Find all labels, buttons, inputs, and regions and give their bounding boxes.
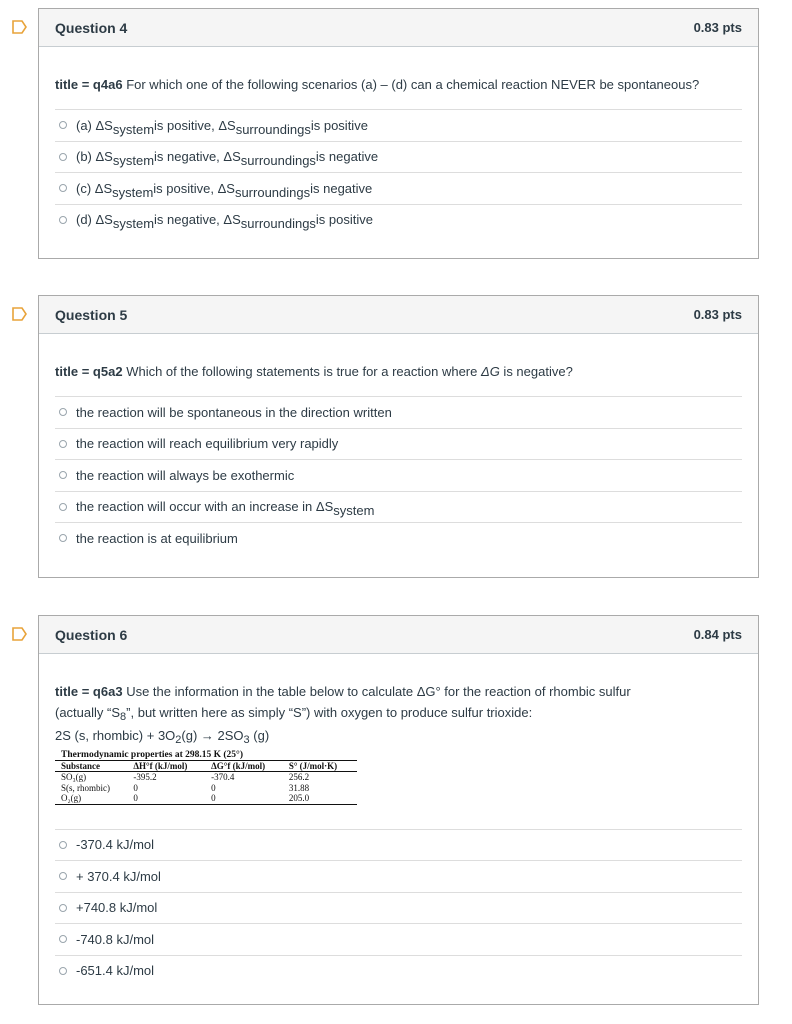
answer-option[interactable]: the reaction is at equilibrium: [55, 522, 742, 554]
answer-option[interactable]: + 370.4 kJ/mol: [55, 860, 742, 892]
question-points: 0.83 pts: [693, 307, 742, 322]
answer-option[interactable]: the reaction will occur with an increase in ΔS system: [55, 491, 742, 523]
radio-button[interactable]: [59, 184, 67, 192]
radio-button[interactable]: [59, 935, 67, 943]
question-header: [39, 296, 758, 334]
radio-button[interactable]: [59, 904, 67, 912]
flag-question-4-icon[interactable]: [12, 20, 28, 34]
question-text: title = q4a6 For which one of the following scenarios (a) – (d) can a chemical reaction NEVER be spontaneous?: [55, 77, 700, 92]
answer-option[interactable]: (a) ΔS system is positive, ΔS surroundings is positive: [55, 109, 742, 141]
radio-button[interactable]: [59, 872, 67, 880]
answer-option[interactable]: (d) ΔS system is negative, ΔS surroundings is positive: [55, 204, 742, 236]
radio-button[interactable]: [59, 841, 67, 849]
answer-option[interactable]: (b) ΔS system is negative, ΔS surroundings is negative: [55, 141, 742, 173]
answer-option[interactable]: +740.8 kJ/mol: [55, 892, 742, 924]
radio-button[interactable]: [59, 967, 67, 975]
table-row: O₂(g) 0 0 205.0: [55, 793, 357, 804]
answer-option[interactable]: -740.8 kJ/mol: [55, 923, 742, 955]
answer-option[interactable]: the reaction will be spontaneous in the direction written: [55, 396, 742, 428]
question-4-card: [38, 8, 759, 259]
question-header: [39, 9, 758, 47]
answer-option[interactable]: -651.4 kJ/mol: [55, 955, 742, 987]
answer-list: [55, 396, 742, 554]
radio-button[interactable]: [59, 121, 67, 129]
question-title: Question 4: [55, 19, 128, 36]
question-header: [39, 616, 758, 654]
question-text: title = q6a3 Use the information in the table below to calculate ΔG° for the reaction of rhombic sulfur (actually “$S_8$”, but written here as simply “S”) with oxygen to produce sulfur trioxide: 2S (s, rhombic) + $3O_2(g) \to 2SO_3$ (g): [55, 684, 631, 746]
question-5-card: [38, 295, 759, 578]
question-title: Question 6: [55, 626, 128, 643]
question-6-card: [38, 615, 759, 1005]
reaction-equation: 2S (s, rhombic) + $3O_2(g) \to 2SO_3$ (g): [55, 728, 270, 746]
radio-button[interactable]: [59, 471, 67, 479]
thermodynamic-table: [55, 750, 357, 805]
flag-question-6-icon[interactable]: [12, 627, 28, 641]
answer-option[interactable]: the reaction will always be exothermic: [55, 459, 742, 491]
question-title: Question 5: [55, 306, 128, 323]
radio-button[interactable]: [59, 440, 67, 448]
table-title: Thermodynamic properties at 298.15 K (25°): [55, 750, 357, 761]
answer-option[interactable]: the reaction will reach equilibrium very rapidly: [55, 428, 742, 460]
answer-option[interactable]: -370.4 kJ/mol: [55, 829, 742, 861]
radio-button[interactable]: [59, 216, 67, 224]
question-points: 0.84 pts: [693, 627, 742, 642]
table-row: SO₃(g) -395.2 -370.4 256.2: [61, 772, 310, 782]
answer-list: [55, 109, 742, 235]
table-row: S(s, rhombic) 0 0 31.88: [61, 782, 310, 793]
radio-button[interactable]: [59, 534, 67, 542]
flag-question-5-icon[interactable]: [12, 307, 28, 321]
question-text: title = q5a2 Which of the following statements is true for a reaction where ΔG is negative?: [55, 364, 573, 379]
radio-button[interactable]: [59, 503, 67, 511]
table-header-row: Substance ΔH°f (kJ/mol) ΔG°f (kJ/mol) S° (J/mol·K): [55, 761, 357, 772]
answer-option[interactable]: (c) ΔS system is positive, ΔS surroundings is negative: [55, 172, 742, 204]
radio-button[interactable]: [59, 408, 67, 416]
answer-list: [55, 829, 742, 987]
radio-button[interactable]: [59, 153, 67, 161]
question-points: 0.83 pts: [693, 20, 742, 35]
